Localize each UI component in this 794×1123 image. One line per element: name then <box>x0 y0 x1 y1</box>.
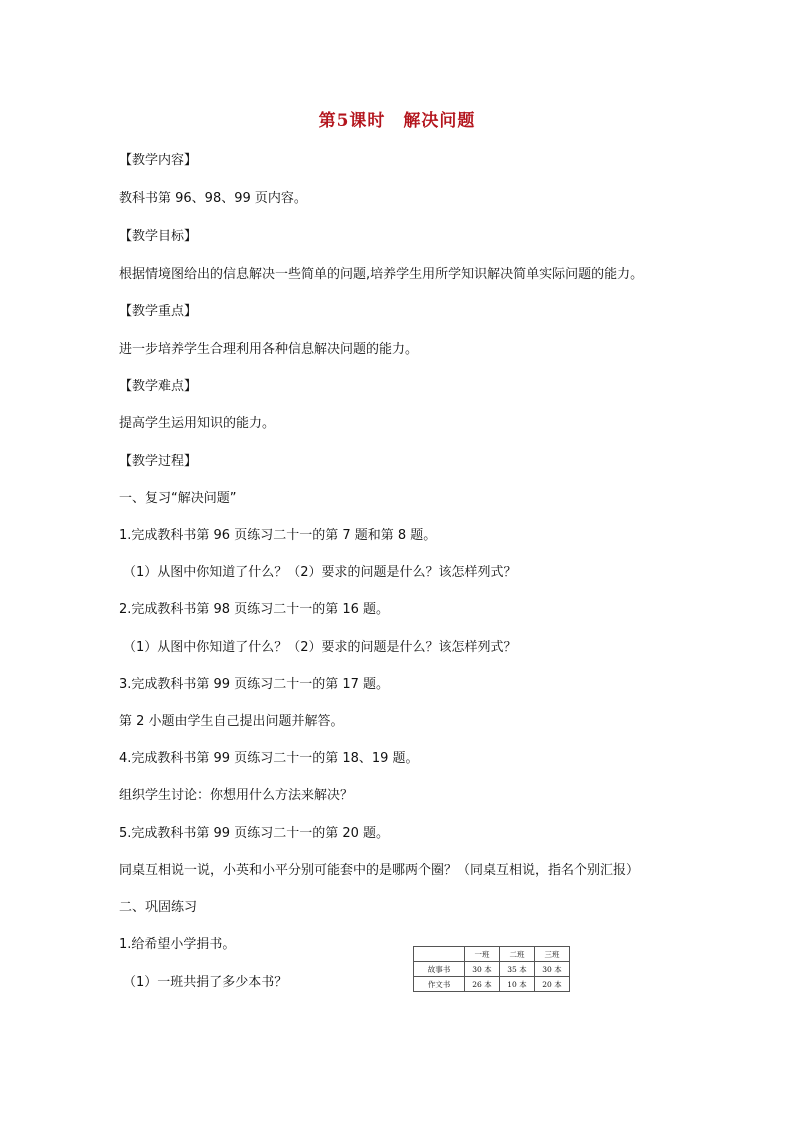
table-header-cell <box>414 947 465 962</box>
section-heading-key-points: 【教学重点】 <box>119 304 198 319</box>
paragraph: 教科书第 96、98、99 页内容。 <box>119 191 307 206</box>
paragraph: 根据情境图给出的信息解决一些简单的问题,培养学生用所学知识解决简单实际问题的能力。 <box>119 267 644 282</box>
list-item-detail: （1）一班共捐了多少本书？ <box>123 975 288 990</box>
table-header-cell: 二班 <box>500 947 535 962</box>
list-item-detail: 同桌互相说一说，小英和小平分别可能套中的是哪两个圈？（同桌互相说，指名个别汇报） <box>119 863 640 878</box>
table-row-label: 故事书 <box>414 962 465 977</box>
section-heading-content: 【教学内容】 <box>119 153 198 168</box>
section-heading-goals: 【教学目标】 <box>119 229 198 244</box>
paragraph: 提高学生运用知识的能力。 <box>119 416 276 431</box>
list-item-detail: 第 2 小题由学生自己提出问题并解答。 <box>119 714 344 729</box>
list-item: 1.给希望小学捐书。 <box>119 937 236 952</box>
list-item: 1.完成教科书第 96 页练习二十一的第 7 题和第 8 题。 <box>119 528 437 543</box>
list-item-detail: （1）从图中你知道了什么？（2）要求的问题是什么？该怎样列式？ <box>123 565 517 580</box>
page-title: 第5课时 解决问题 <box>318 111 476 131</box>
section-heading-process: 【教学过程】 <box>119 454 198 469</box>
table-header-cell: 三班 <box>535 947 570 962</box>
table-row <box>414 977 570 992</box>
table-row <box>414 962 570 977</box>
list-item: 3.完成教科书第 99 页练习二十一的第 17 题。 <box>119 677 390 692</box>
list-item: 4.完成教科书第 99 页练习二十一的第 18、19 题。 <box>119 751 419 766</box>
paragraph: 进一步培养学生合理利用各种信息解决问题的能力。 <box>119 342 419 357</box>
table-cell: 30 本 <box>465 962 500 977</box>
table-header-row <box>414 947 570 962</box>
table-cell: 26 本 <box>465 977 500 992</box>
subsection-heading-practice: 二、巩固练习 <box>119 900 198 915</box>
section-heading-difficulties: 【教学难点】 <box>119 379 198 394</box>
table-row-label: 作文书 <box>414 977 465 992</box>
list-item-detail: 组织学生讨论：你想用什么方法来解决？ <box>119 788 354 803</box>
table-header-cell: 一班 <box>465 947 500 962</box>
table-cell: 35 本 <box>500 962 535 977</box>
subsection-heading-review: 一、复习“解决问题” <box>119 491 237 506</box>
list-item: 5.完成教科书第 99 页练习二十一的第 20 题。 <box>119 826 390 841</box>
list-item-detail: （1）从图中你知道了什么？（2）要求的问题是什么？该怎样列式？ <box>123 640 517 655</box>
table-cell: 10 本 <box>500 977 535 992</box>
table-cell: 20 本 <box>535 977 570 992</box>
table-cell: 30 本 <box>535 962 570 977</box>
list-item: 2.完成教科书第 98 页练习二十一的第 16 题。 <box>119 602 390 617</box>
book-donation-table <box>413 946 570 992</box>
